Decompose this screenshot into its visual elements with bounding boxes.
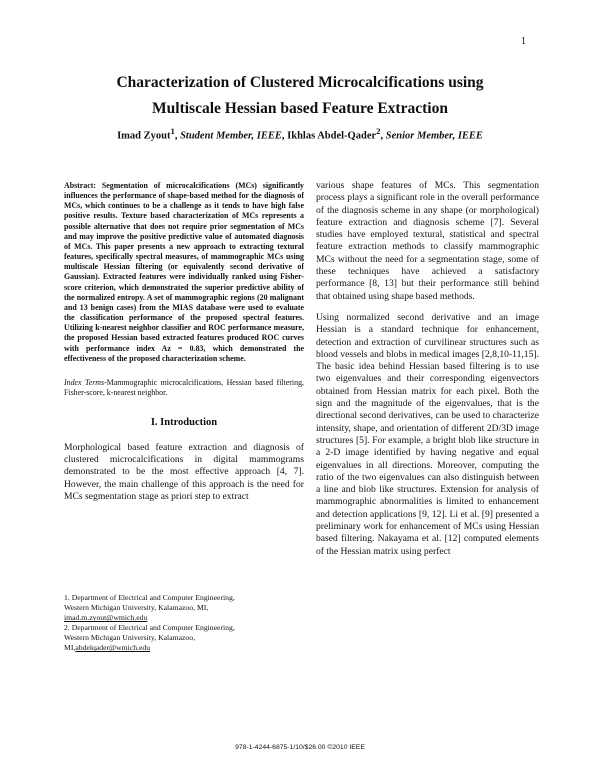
author-2-affiliation-mark: 2 [376,126,381,136]
paper-title [0,70,600,122]
copyright-footer: 978-1-4244-6875-1/10/$26.00 ©2010 IEEE [235,744,365,751]
footnote-2-prefix: MI, [64,643,76,653]
author-1-role: Student Member, IEEE [180,130,282,142]
author-1-affiliation-mark: 1 [170,126,175,136]
author-1-name: Imad Zyout [117,130,171,142]
footnote-2-line-1: 2. Department of Electrical and Computer Engineering, [64,623,235,633]
section-heading-introduction: I. Introduction [150,416,218,428]
abstract: Abstract: Segmentation of microcalcifications (MCs) significantly influences the performance of shape-based method for the diagnosis of MCs, which continues to be a challenge as it tends to have high false positive results. Texture based characterization of MCs represents a possible alternative that does not require prior segmentation of MCs and may improve the positive predictive value of automated diagnosis of MCs. This paper presents a new approach to extracting textural features, specifically spectral measures, of mammographic MCs using multiscale Hessian filtering (or equivalently second derivative of Gaussian). Extracted features were individually ranked using Fisher-score criterion, which demonstrated the superior predictive ability of the normalized entropy. A set of mammographic regions (20 malignant and 13 benign cases) from the MIAS database were used to evaluate the classification performance of the proposed spectral features. Utilizing k-nearest neighbor classifier and ROC performance measure, the proposed Hessian based extracted features produced ROC curves with performance index Az = 0.83, which demonstrated the effectiveness of the proposed characterization scheme. [64,181,304,363]
footnote-1-line-1: 1. Department of Electrical and Computer Engineering, [64,593,235,602]
page-number: 1 [521,36,526,47]
right-column [316,180,539,558]
footnote-1-line-2: Western Michigan University, Kalamazoo, MI, [64,603,209,613]
author-2-name: Ikhlas Abdel-Qader [287,130,377,142]
index-terms-text: -Mammographic microcalcifications, Hessian based filtering, Fisher-score, k-nearest neighbor. [64,377,304,398]
right-paragraph-1: various shape features of MCs. This segmentation process plays a significant role in the overall performance of the diagnosis scheme in any shape (or morphological) feature extraction and diagnosis scheme [7]. Several studies have employed textural, statistical and spectral feature extraction methods to classify mammographic MCs without the need for a segmentation stage, some of these techniques have achieved a satisfactory performance [8, 13] but their performance still behind that obtained using shape based methods. [316,180,539,302]
footnotes [64,593,304,654]
author-2-role: Senior Member, IEEE [385,130,483,142]
title-line-1: Characterization of Clustered Microcalcifications using [116,74,484,91]
footnote-2-line-2: Western Michigan University, Kalamazoo, [64,633,196,643]
index-terms [64,378,304,399]
right-paragraph-2: Using normalized second derivative and an image Hessian is a standard technique for enhancement, detection and extraction of curvilinear structures such as blood vessels and blobs in medical images [2,8,10-11,15]. The basic idea behind Hessian based filtering is to use two eigenvalues and their corresponding eigenvectors obtained from Hessian matrix for each pixel. Both the sign and the magnitude of the eigenvalues, that is the directional second derivatives, can be used to characterize intensity, shape, and orientation of different 2D/3D image structures [5]. For example, a bright blob like structure in a 2-D image identified by having negative and equal eigenvalues in all directions. Moreover, computing the ratio of the two eigenvalues can also distinguish between a line and blob like structures. Extension for analysis of mammographic abnormalities is limited to enhancement and detection applications [9, 12]. Li et al. [9] presented a preliminary work for enhancement of MCs using Hessian based filtering. Nakayama et al. [12] computed elements of the Hessian matrix using perfect [316,311,539,557]
introduction-paragraph: Morphological based feature extraction and diagnosis of clustered microcalcifications in digital mammograms demonstrated to be the most effective approach [4, 7]. However, the main challenge of this approach is the need for MCs segmentation stage as priori step to extract [64,441,304,502]
left-column [64,181,304,503]
footnote-2-email-link[interactable]: abdelqader@wmich.edu [75,643,151,653]
footnote-1-email-link[interactable]: imad.m.zyout@wmich.edu [64,613,148,623]
title-line-2: Multiscale Hessian based Feature Extraction [152,100,448,117]
author-line: Imad Zyout$^1$, Student Member, IEEE, Ikhlas Abdel-Qader$^2$, Senior Member, IEEE [117,126,483,142]
index-terms-label: Index Terms [64,377,105,387]
